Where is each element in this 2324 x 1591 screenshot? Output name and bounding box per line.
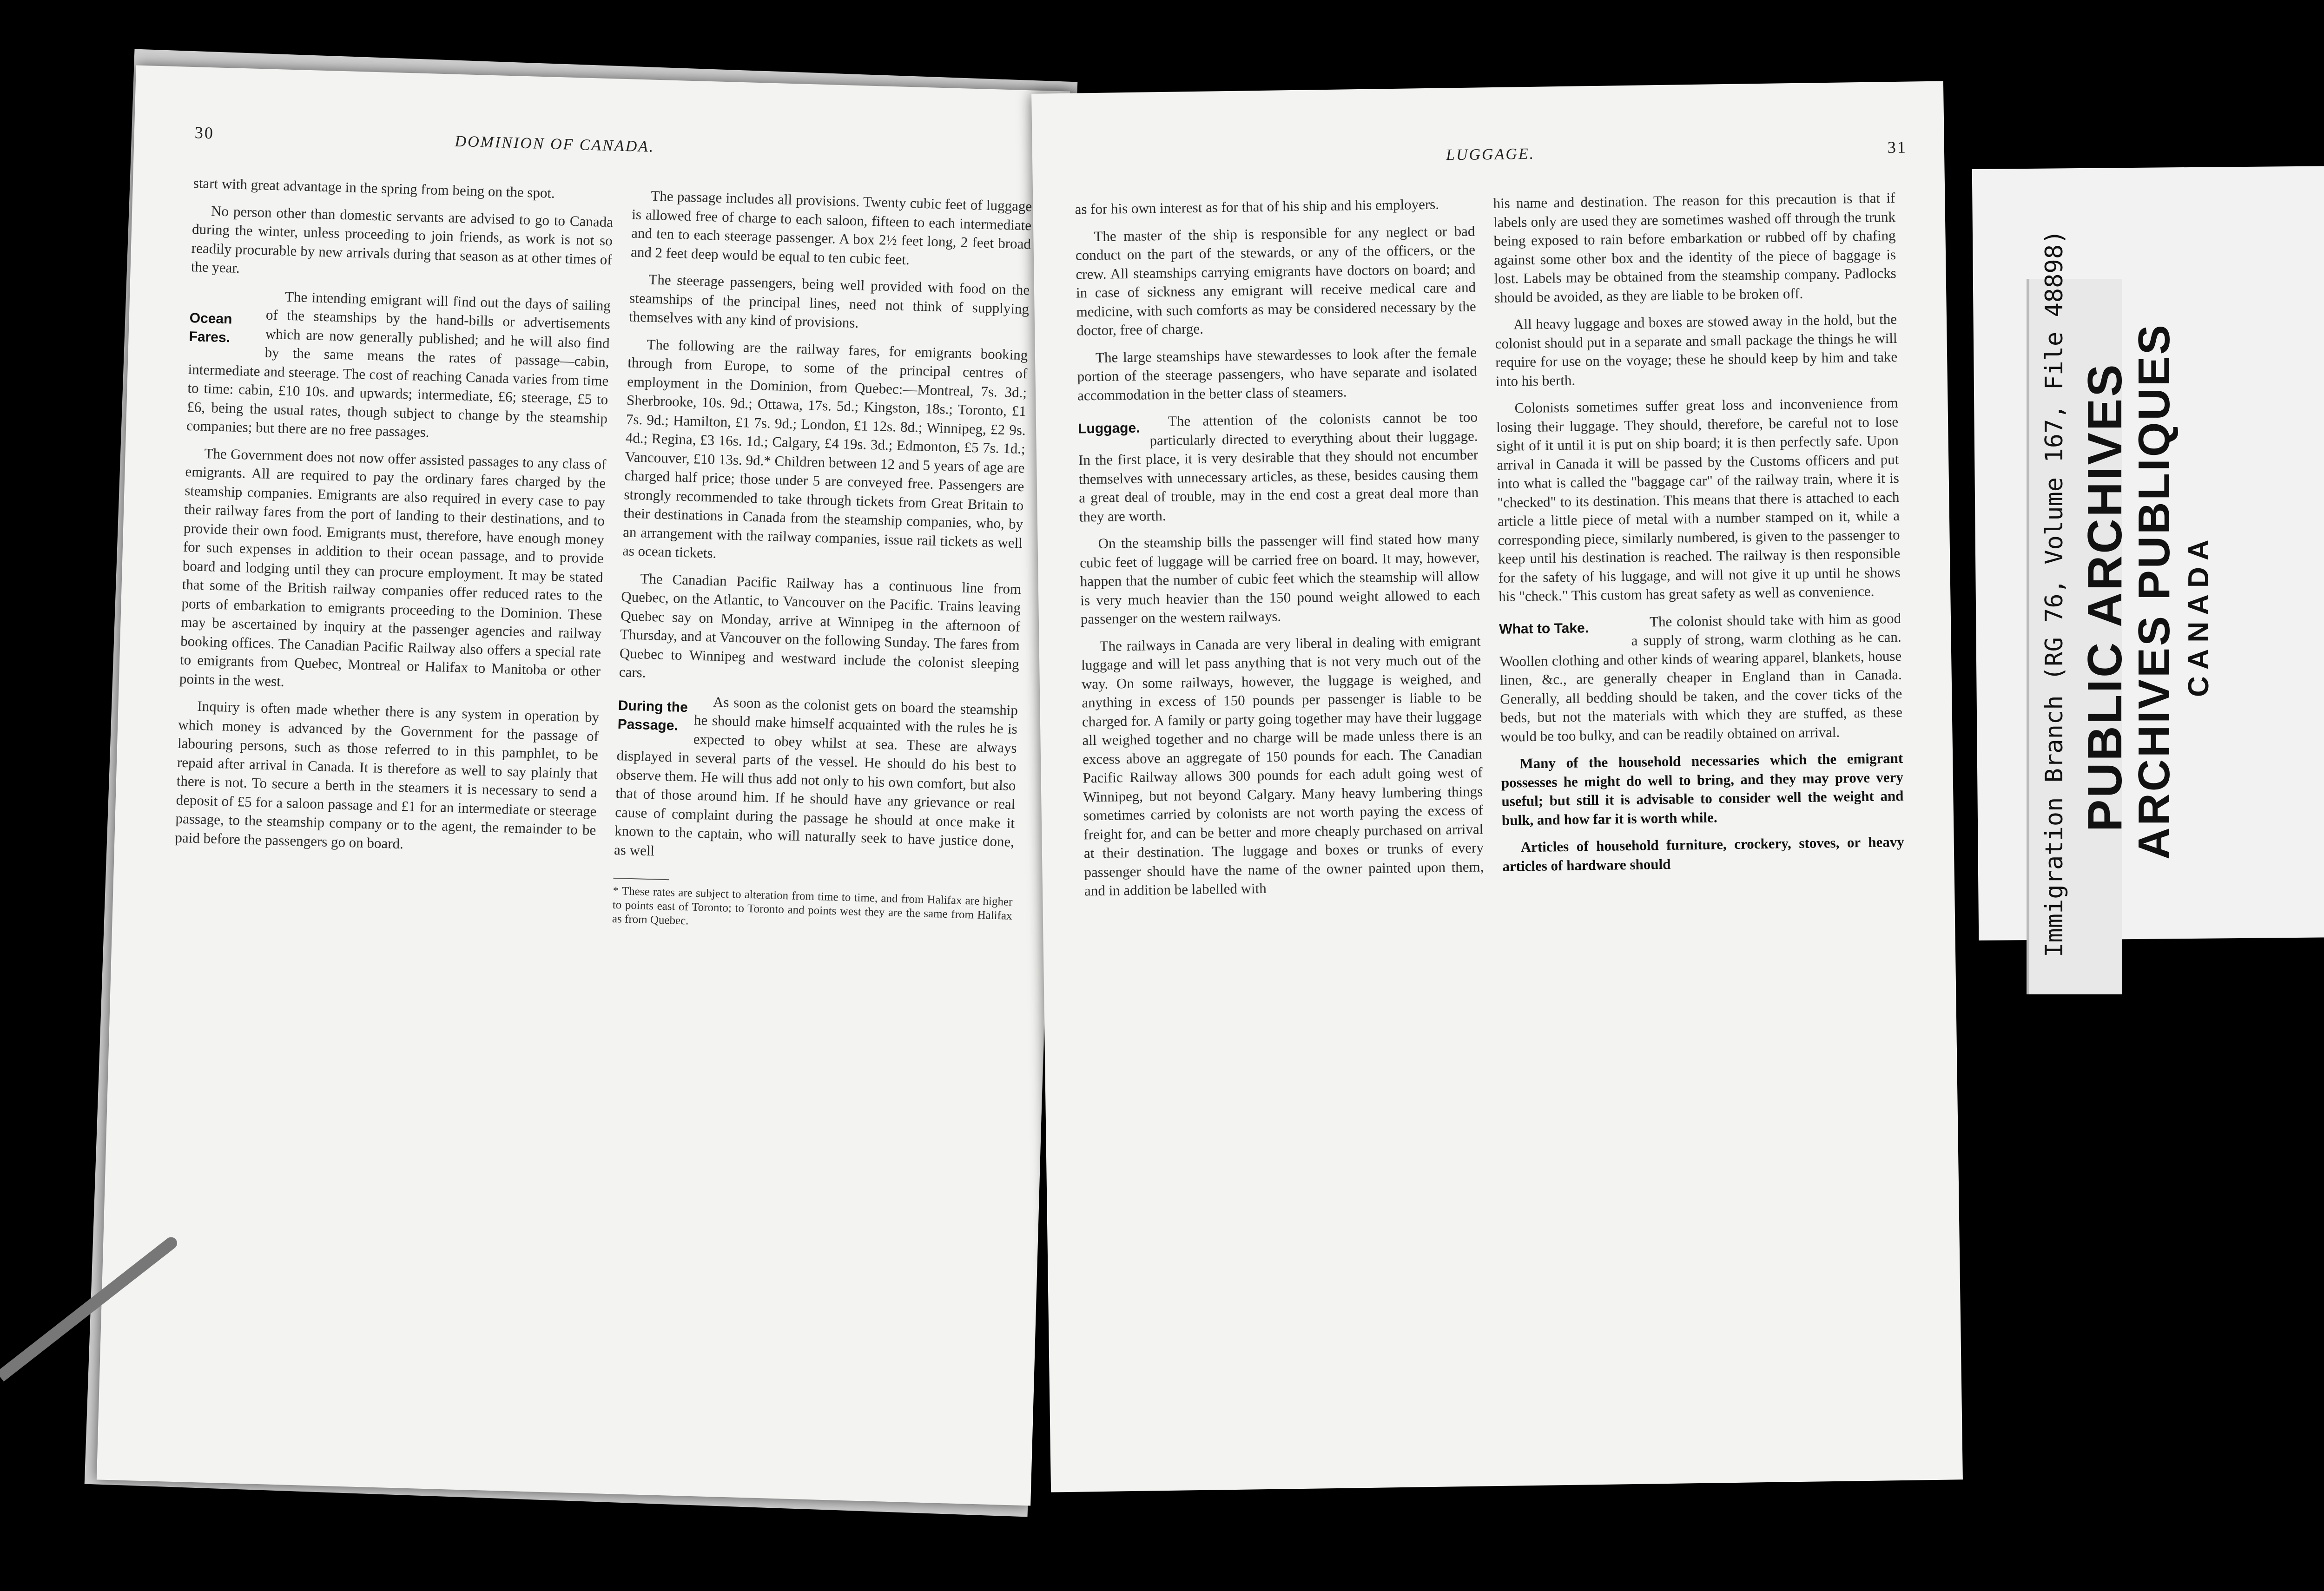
paragraph: No person other than domestic servants are advised to go to Canada during the winter, unless proceeding to join friends, as work is not so readily procurable by new arrivals during that season as at other times of the year. [191,202,614,276]
archive-line-canada: CANADA [2183,533,2215,697]
left-page [97,66,1070,1506]
right-running-head [1093,138,1908,177]
paragraph: The colonist should take with him as good a supply of strong, warm clothing as he can. Woollen clothing and other kinds of wearing apparel, blankets, house linen, &c., are generally cheaper in England than in Canada. Generally, all bedding should be taken, and the cover ticks of the beds, but not the materials with which they are stuffed, as these would be too bulky, and can be readily obtained on arrival. [1499,610,1903,745]
running-head-title-right: LUGGAGE. [1446,145,1535,164]
paragraph: start with great advantage in the spring from being on the spot. [193,175,555,201]
paragraph: The steerage passengers, being well provided with food on the steamships of the principal lines, need not think of supplying themselves with any kind of provisions. [628,271,1030,331]
paragraph: The railways in Canada are very liberal in dealing with emigrant luggage and will let pass anything that is not very much out of the way. On some railways, however, the luggage is weighed, and anything in excess of 150 pounds per passenger is liable to be charged for. A family or party going together may have their luggage all weighed together and no charge will be made unless there is an excess above an aggregate of 150 pounds for each. The Canadian Pacific Railway allows 300 pounds for each adult going west of Winnipeg, but not beyond Calgary. Many heavy lumbering things sometimes carried by colonists are not worth paying the excess of freight for, and can be better and more cheaply purchased on arrival at their destination. The luggage and boxes or trunks of every passenger should have the name of the owner painted upon them, and in addition be labelled with [1081,632,1484,899]
sidenote-what-to-take: What to Take. [1499,620,1589,637]
page-number-right: 31 [1887,138,1908,157]
archive-reference-text: Immigration Branch (RG 76, Volume 167, File 48898) [2040,230,2068,957]
sidenote-ocean-fares: Ocean Fares. [189,310,232,346]
archive-line-archives-publiques: ARCHIVES PUBLIQUES [2129,323,2179,860]
running-head-title-left: DOMINION OF CANADA. [455,132,655,156]
left-column-1 [174,174,614,867]
archive-line-public-archives: PUBLIC ARCHIVES [2078,362,2132,832]
paragraph: as for his own interest as for that of his ship and his employers. [1075,196,1439,217]
right-page [1031,81,1963,1492]
left-running-head [194,123,1031,174]
footnote-rule [613,878,669,880]
paragraph-bold: Articles of household furniture, crockery, stoves, or heavy articles of hardware should [1502,833,1904,874]
paragraph: The attention of the colonists cannot be too particularly directed to everything about their luggage. In the first place, it is very desirable that they should not encumber themselves with unnecessary articles, as these, besides causing them a great deal of trouble, may in the end cost a great deal more than they are worth. [1078,408,1479,525]
paragraph: On the steamship bills the passenger will find stated how many cubic feet of luggage will be carried free on board. It may, however, happen that the number of cubic feet which the steamship will allow is very much heavier than the 150 pound weight allowed to each passenger on the western railways. [1079,530,1480,627]
paragraph: Inquiry is often made whether there is any system in operation by which money is advanced by the Government for the passage of labouring persons, such as those referred to in this pamphlet, to be repaid after arrival in Canada. It is therefore as well to say plainly that there is not. To secure a berth in the steamers it is necessary to send a deposit of £5 for a saloon passage and £1 for an intermediate or steerage passage, to the steamship company or to the agent, the remainder to be paid before the passengers go on board. [175,697,600,852]
paragraph: The master of the ship is responsible for any neglect or bad conduct on the part of the stewards, or any of the officers, or the crew. All steamships carrying emigrants have doctors on board; and in case of sickness any emigrant will receive medical care and medicine, with such comforts as may be considered necessary by the doctor, free of charge. [1075,223,1476,339]
paragraph: his name and destination. The reason for this precaution is that if labels only are used they are sometimes washed off through the trunk being exposed to rain before embarkation or rubbed off by chafing against some other box and the identity of the piece of baggage is lost. Labels may be obtained from the steamship company. Padlocks should be avoided, as they are liable to be broken off. [1493,189,1896,306]
left-column-2 [612,186,1032,937]
paragraph: The Government does not now offer assisted passages to any class of emigrants. All are required to pay the ordinary fares charged by the steamship companies. Emigrants are also required in every case to pay their railway fares from the port of landing to their destinations, and to provide their own food. Emigrants must, therefore, have enough money for such expenses in addition to their ocean passage, and to provide board and lodging until they can procure employment. It may be stated that some of the British railway companies offer reduced rates to the ports of embarkation to emigrants proceeding to the Dominion. These may be ascertained by inquiry at the passenger agencies and railway booking offices. The Canadian Pacific Railway also offers a special rate to emigrants from Quebec, Montreal or Halifax to Manitoba or other points in the west. [179,445,607,690]
sidenote-during-passage: During the Passage. [617,697,688,734]
paragraph: All heavy luggage and boxes are stowed away in the hold, but the colonist should put in a separate and small package the things he will require for use on the voyage; these he should keep by him and take into his berth. [1495,310,1898,389]
paragraph: Colonists sometimes suffer great loss and inconvenience from losing their luggage. They should, therefore, be careful not to lose sight of it until it is put on ship board; it is then perfectly safe. Upon arrival in Canada it will be passed by the Customs officers and put into what is called the "baggage car" of the railway train, where it is "checked" to its destination. This means that there is attached to each article a little piece of metal with a number stamped on it, while a corresponding piece, similarly numbered, is given to the passenger to keep until his destination is reached. The railway is then responsible for the safety of his luggage, and will not give it up until he shows his "check." This custom has great safety as well as convenience. [1496,394,1901,605]
paragraph: The passage includes all provisions. Twenty cubic feet of luggage is allowed free of charge to each saloon, fifteen to each intermediate and ten to each steerage passenger. A box 2½ feet long, 2 feet broad and 2 feet deep would be equal to ten cubic feet. [630,187,1032,268]
right-column-2 [1493,189,1905,884]
right-column-1 [1075,195,1484,909]
paragraph: The following are the railway fares, for emigrants booking through from Europe, to some of the principal centres of employment in the Dominion, from Quebec:—Montreal, 7s. 3d.; Sherbrooke, 10s. 9d.; Ottawa, 17s. 5d.; Kingston, 18s.; Toronto, £1 7s. 9d.; Hamilton, £1 7s. 9d.; London, £1 12s. 8d.; Winnipeg, £2 9s. 4d.; Regina, £3 16s. 1d.; Calgary, £4 19s. 3d.; Edmonton, £5 7s. 1d.; Vancouver, £10 13s. 9d.* Children between 12 and 5 years of age are charged half price; those under 5 are conveyed free. Passengers are strongly recommended to take through tickets from Great Britain to their destinations in Canada from the steamship companies, who, by an arrangement with the railway companies, issue rail tickets as well as ocean tickets. [622,335,1028,561]
paragraph: The intending emigrant will find out the days of sailing of the steamships by the hand-bills or advertisements which are now generally published; and he will also find by the same means the rates of passage—cabin, intermediate and steerage. The cost of reaching Canada varies from time to time: cabin, £10 10s. and upwards; intermediate, £6; steerage, £5 to £6, being the usual rates, though subject to change by the steamship companies; but there are no free passages. [186,288,611,440]
paragraph: The large steamships have stewardesses to look after the female portion of the steerage passengers, who have separate and isolated accommodation in the better class of steamers. [1077,344,1477,404]
page-number-left: 30 [194,123,215,143]
paragraph: As soon as the colonist gets on board the steamship he should make himself acquainted with the rules he is expected to obey whilst at sea. These are always displayed in several parts of the vessel. He should do his best to observe them. He will thus add not only to his own comfort, but also that of those around him. If he should have any grievance or real cause of complaint during the passage he should at once make it known to the captain, who will naturally seek to have justice done, as well [614,693,1018,859]
sidenote-luggage: Luggage. [1077,420,1140,437]
footnote-text: * These rates are subject to alteration from time to time, and from Halifax are higher to points east of Toronto; to Toronto and points west they are the same from Halifax as from Quebec. [612,884,1013,927]
footnote [612,878,1013,937]
paragraph: The Canadian Pacific Railway has a continuous line from Quebec, on the Atlantic, to Vancouver on the Pacific. Trains leaving Quebec say on Monday, arrive at Winnipeg in the afternoon of Thursday, and at Vancouver on the following Sunday. The fares from Quebec to Winnipeg and westward include the colonist sleeping cars. [619,570,1022,681]
paragraph-bold: Many of the household necessaries which the emigrant possesses he might do well to bring, and they may prove very useful; but still it is advisable to consider well the weight and bulk, and how far it is worth while. [1501,749,1904,828]
